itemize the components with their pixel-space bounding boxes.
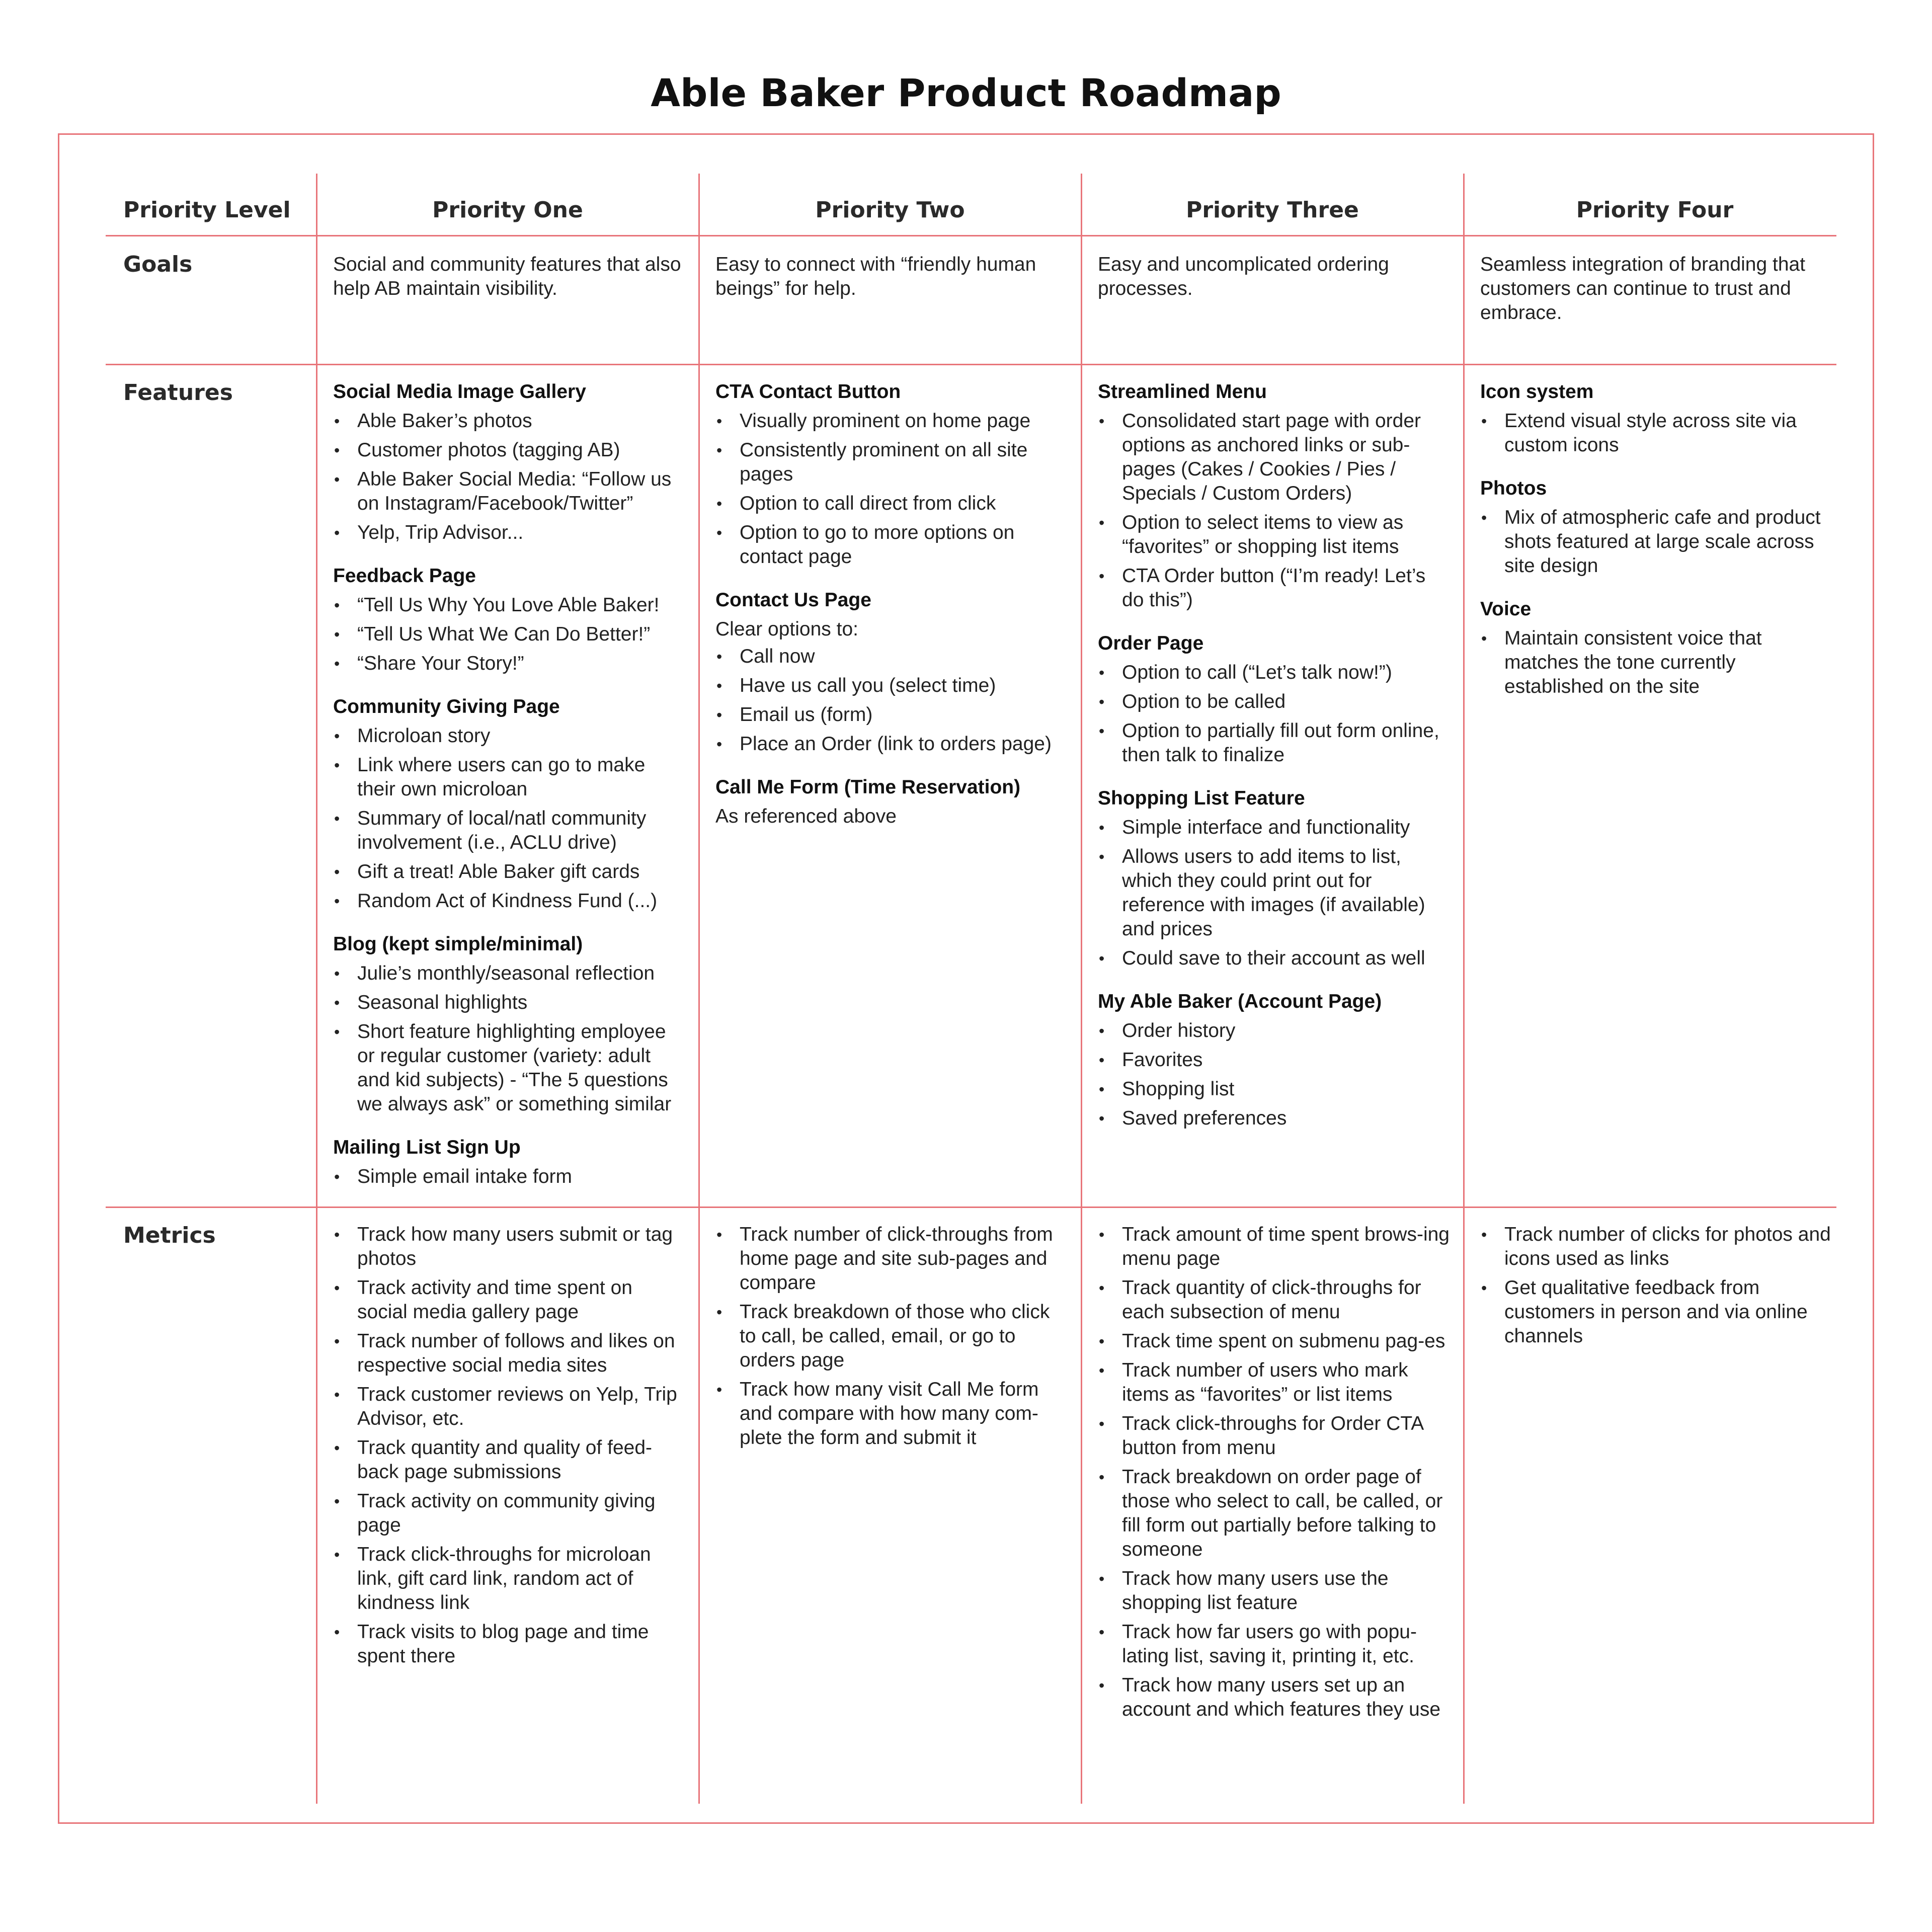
metrics-list-item: • Track how many visit Call Me form and compare with how many com-plete the form and submit it (715, 1378, 1068, 1450)
metrics-list-item: • Track activity and time spent on social media gallery page (333, 1276, 685, 1324)
feature-section (333, 380, 685, 545)
features-priority-one (333, 380, 685, 1194)
feature-section (1098, 631, 1450, 767)
metrics-priority-three (1098, 1223, 1450, 1727)
feature-list-item: • “Tell Us What We Can Do Better!” (333, 622, 685, 647)
feature-section (1480, 380, 1832, 457)
feature-list-item: • Saved preferences (1098, 1106, 1450, 1131)
feature-list-item: • Yelp, Trip Advisor... (333, 521, 685, 545)
feature-section (333, 932, 685, 1116)
column-divider (698, 174, 700, 1804)
metrics-list (715, 1223, 1068, 1450)
metrics-list-item: • Track quantity and quality of feed-back page submissions (333, 1436, 685, 1484)
header-priority-three: Priority Three (1186, 197, 1359, 223)
feature-section-title: Blog (kept simple/minimal) (333, 933, 583, 955)
metrics-list (1098, 1223, 1450, 1722)
feature-list-item: • Call now (715, 645, 1068, 669)
feature-list-item: • CTA Order button (“I’m ready! Let’s do this”) (1098, 564, 1450, 612)
metrics-list-item: • Track how far users go with popu-lating list, saving it, printing it, etc. (1098, 1620, 1450, 1668)
feature-section (1098, 380, 1450, 612)
header-priority-level: Priority Level (123, 197, 291, 223)
header-priority-one: Priority One (432, 197, 583, 223)
row-label-goals: Goals (123, 252, 193, 277)
feature-list-item: • Visually prominent on home page (715, 409, 1068, 433)
feature-section (1098, 786, 1450, 971)
feature-list-item: • Summary of local/natl community involvement (i.e., ACLU drive) (333, 807, 685, 855)
metrics-priority-four (1480, 1223, 1832, 1353)
feature-list (333, 961, 685, 1116)
metrics-list (1480, 1223, 1832, 1348)
feature-list-item: • Email us (form) (715, 703, 1068, 727)
feature-section (1480, 597, 1832, 699)
feature-section-title: Social Media Image Gallery (333, 381, 586, 403)
feature-section (715, 775, 1068, 829)
feature-section-title: Voice (1480, 598, 1532, 620)
feature-list (333, 724, 685, 913)
metrics-list-item: • Track activity on community giving page (333, 1489, 685, 1538)
feature-list-item: • Order history (1098, 1019, 1450, 1043)
feature-list-item: • Option to be called (1098, 690, 1450, 714)
metrics-list-item: • Track breakdown on order page of those who select to call, be called, or fill form out partially before talking to someone (1098, 1465, 1450, 1562)
feature-section (715, 588, 1068, 756)
metrics-priority-two (715, 1223, 1068, 1455)
column-divider (1463, 174, 1465, 1804)
feature-list-item: • Allows users to add items to list, which they could print out for reference with images (if available) and prices (1098, 845, 1450, 941)
feature-list (1480, 626, 1832, 699)
column-divider (1081, 174, 1082, 1804)
feature-list-item: • Maintain consistent voice that matches the tone currently established on the site (1480, 626, 1832, 699)
features-priority-three (1098, 380, 1450, 1136)
feature-section-title: Shopping List Feature (1098, 787, 1305, 809)
feature-list (1098, 816, 1450, 971)
feature-list (333, 1165, 685, 1189)
metrics-list-item: • Track number of follows and likes on respective social media sites (333, 1329, 685, 1378)
feature-list-item: • Able Baker’s photos (333, 409, 685, 433)
row-divider (106, 1206, 1836, 1208)
goal-priority-four: Seamless integration of branding that customers can continue to trust and embrace. (1480, 254, 1806, 324)
feature-list-item: • Option to call (“Let’s talk now!”) (1098, 661, 1450, 685)
metrics-list-item: • Track breakdown of those who click to call, be called, email, or go to orders page (715, 1300, 1068, 1373)
row-label-metrics: Metrics (123, 1223, 216, 1248)
feature-list-item: • Customer photos (tagging AB) (333, 438, 685, 462)
metrics-list-item: • Track number of click-throughs from home page and site sub-pages and compare (715, 1223, 1068, 1295)
row-label-features: Features (123, 380, 233, 406)
metrics-list-item: • Track how many users use the shopping list feature (1098, 1567, 1450, 1615)
feature-list-item: • Mix of atmospheric cafe and product shots featured at large scale across site design (1480, 506, 1832, 578)
feature-list-item: • Could save to their account as well (1098, 946, 1450, 971)
feature-section (715, 380, 1068, 569)
feature-section-title: Feedback Page (333, 565, 476, 587)
feature-list (1098, 661, 1450, 767)
feature-section (1098, 990, 1450, 1131)
feature-list-item: • “Tell Us Why You Love Able Baker! (333, 593, 685, 617)
feature-list-item: • Place an Order (link to orders page) (715, 732, 1068, 756)
feature-list-item: • Able Baker Social Media: “Follow us on Instagram/Facebook/Twitter” (333, 467, 685, 516)
feature-section-intro: Clear options to: (715, 618, 858, 640)
feature-section-title: Contact Us Page (715, 589, 871, 611)
feature-list-item: • Option to go to more options on contact page (715, 521, 1068, 569)
feature-list-item: • Option to select items to view as “favorites” or shopping list items (1098, 511, 1450, 559)
feature-section-title: Community Giving Page (333, 696, 560, 717)
feature-list-item: • Microloan story (333, 724, 685, 748)
header-priority-four: Priority Four (1576, 197, 1734, 223)
feature-section (333, 1136, 685, 1189)
features-priority-four (1480, 380, 1832, 704)
metrics-list-item: • Track how many users set up an account and which features they use (1098, 1673, 1450, 1722)
feature-list (333, 409, 685, 545)
feature-section-title: Photos (1480, 477, 1547, 499)
feature-section-title: Streamlined Menu (1098, 381, 1267, 403)
feature-list (1098, 1019, 1450, 1131)
feature-list-item: • Gift a treat! Able Baker gift cards (333, 860, 685, 884)
feature-list-item: • Short feature highlighting employee or regular customer (variety: adult and kid subjects) - “The 5 questions we always ask” or something similar (333, 1020, 685, 1116)
metrics-priority-one (333, 1223, 685, 1673)
feature-list-item: • Consistently prominent on all site pages (715, 438, 1068, 487)
metrics-list-item: • Track click-throughs for Order CTA button from menu (1098, 1412, 1450, 1460)
features-priority-two (715, 380, 1068, 832)
feature-list-item: • Random Act of Kindness Fund (...) (333, 889, 685, 913)
metrics-list-item: • Track amount of time spent brows-ing menu page (1098, 1223, 1450, 1271)
feature-section-title: CTA Contact Button (715, 381, 901, 403)
metrics-list-item: • Track how many users submit or tag photos (333, 1223, 685, 1271)
row-divider (106, 364, 1836, 365)
header-priority-two: Priority Two (815, 197, 965, 223)
feature-list-item: • Link where users can go to make their own microloan (333, 753, 685, 801)
goal-priority-one: Social and community features that also help AB maintain visibility. (333, 254, 681, 299)
metrics-list-item: • Track click-throughs for microloan link, gift card link, random act of kindness link (333, 1543, 685, 1615)
metrics-list-item: • Track quantity of click-throughs for each subsection of menu (1098, 1276, 1450, 1324)
feature-section-intro: As referenced above (715, 806, 897, 827)
feature-list (1480, 409, 1832, 457)
metrics-list-item: • Track number of clicks for photos and icons used as links (1480, 1223, 1832, 1271)
feature-list-item: • “Share Your Story!” (333, 652, 685, 676)
feature-list-item: • Consolidated start page with order options as anchored links or sub-pages (Cakes / Cookies / Pies / Specials / Custom Orders) (1098, 409, 1450, 506)
feature-list-item: • Extend visual style across site via custom icons (1480, 409, 1832, 457)
metrics-list-item: • Track number of users who mark items as “favorites” or list items (1098, 1358, 1450, 1407)
feature-section-title: Call Me Form (Time Reservation) (715, 776, 1021, 798)
goal-priority-three: Easy and uncomplicated ordering processes. (1098, 254, 1389, 299)
feature-list-item: • Simple email intake form (333, 1165, 685, 1189)
feature-list-item: • Favorites (1098, 1048, 1450, 1072)
feature-section-title: Order Page (1098, 632, 1204, 654)
column-divider (316, 174, 317, 1804)
goal-priority-two: Easy to connect with “friendly human beings” for help. (715, 254, 1036, 299)
metrics-list-item: • Get qualitative feedback from customers in person and via online channels (1480, 1276, 1832, 1348)
metrics-list-item: • Track customer reviews on Yelp, Trip Advisor, etc. (333, 1383, 685, 1431)
feature-section (333, 695, 685, 913)
feature-section-title: Icon system (1480, 381, 1594, 403)
page-title: Able Baker Product Roadmap (651, 70, 1281, 115)
row-divider (106, 235, 1836, 236)
feature-section (1480, 476, 1832, 578)
feature-list (1098, 409, 1450, 612)
feature-list-item: • Seasonal highlights (333, 991, 685, 1015)
metrics-list (333, 1223, 685, 1668)
feature-list (1480, 506, 1832, 578)
feature-list-item: • Julie’s monthly/seasonal reflection (333, 961, 685, 986)
feature-list (333, 593, 685, 676)
feature-list-item: • Option to partially fill out form online, then talk to finalize (1098, 719, 1450, 767)
feature-section-title: Mailing List Sign Up (333, 1137, 521, 1158)
feature-list-item: • Option to call direct from click (715, 492, 1068, 516)
feature-section (333, 564, 685, 676)
feature-section-title: My Able Baker (Account Page) (1098, 991, 1382, 1012)
metrics-list-item: • Track time spent on submenu pag-es (1098, 1329, 1450, 1353)
feature-list (715, 645, 1068, 756)
feature-list (715, 409, 1068, 569)
metrics-list-item: • Track visits to blog page and time spent there (333, 1620, 685, 1668)
feature-list-item: • Simple interface and functionality (1098, 816, 1450, 840)
feature-list-item: • Shopping list (1098, 1077, 1450, 1101)
feature-list-item: • Have us call you (select time) (715, 674, 1068, 698)
